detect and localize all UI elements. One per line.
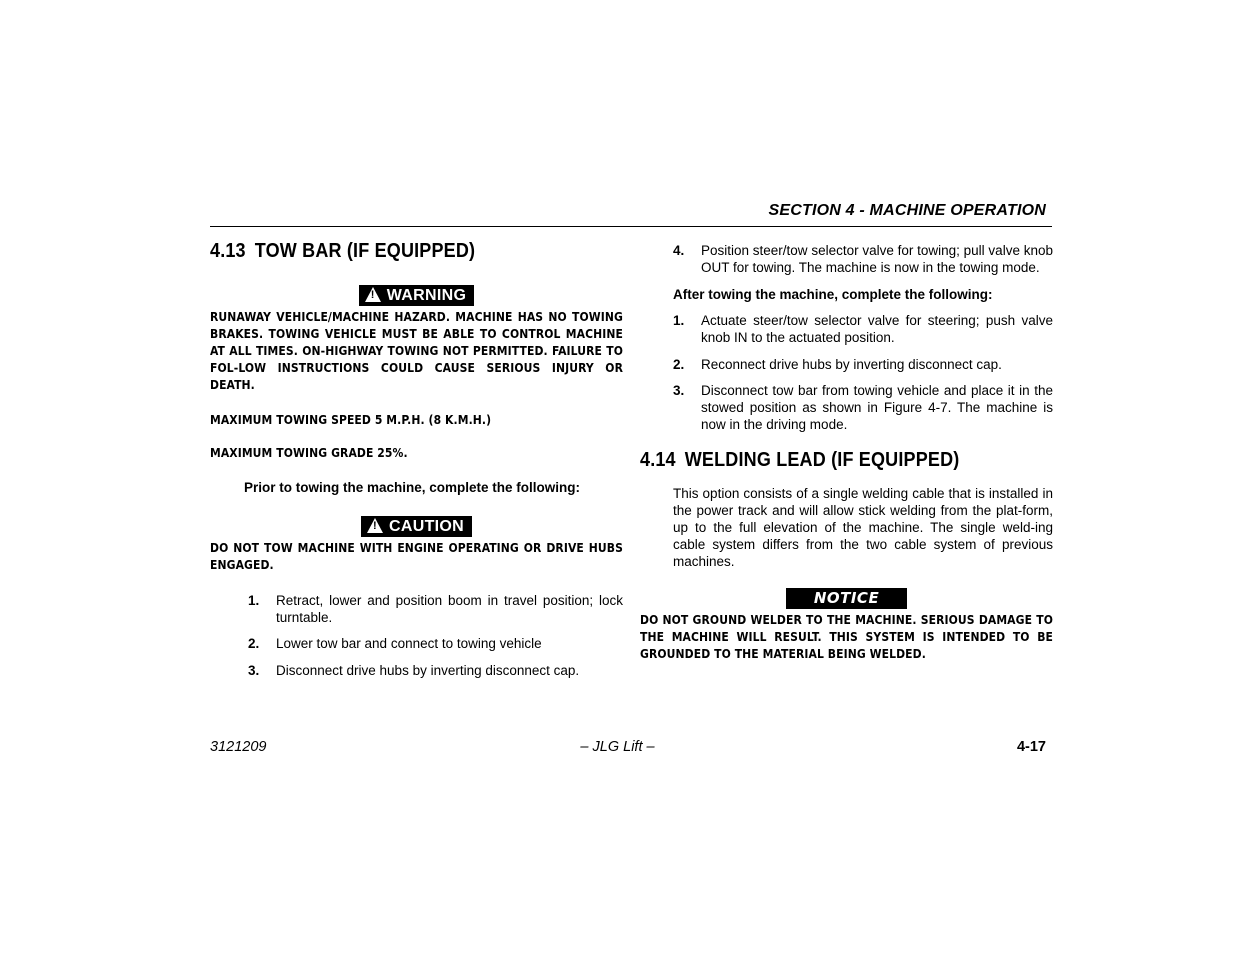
- section-title: WELDING LEAD (IF EQUIPPED): [684, 449, 960, 471]
- warning-label: WARNING: [386, 287, 467, 304]
- list-item: 1. Actuate steer/tow selector valve for steering; push valve knob IN to the actuated position.: [673, 313, 1053, 345]
- caution-triangle-icon: [367, 518, 383, 533]
- prior-towing-lead: Prior to towing the machine, complete the following:: [244, 480, 581, 495]
- list-item: 4. Position steer/tow selector valve for towing; pull valve knob OUT for towing. The machine is now in the towing mode.: [673, 243, 1053, 275]
- section-number: 4.14: [640, 449, 676, 471]
- header-rule: [210, 226, 1052, 227]
- list-item: 3. Disconnect drive hubs by inverting disconnect cap.: [248, 663, 580, 678]
- after-steps-list: [640, 312, 1053, 433]
- caution-text: DO NOT TOW MACHINE WITH ENGINE OPERATING OR DRIVE HUBS ENGAGED.: [210, 541, 623, 572]
- notice-banner-wrap: [640, 588, 1053, 609]
- step4-list: [640, 242, 1053, 276]
- list-item: 2. Lower tow bar and connect to towing vehicle: [248, 636, 542, 651]
- caution-banner-wrap: [210, 516, 623, 537]
- list-item: 3. Disconnect tow bar from towing vehicle and place it in the stowed position as shown in Figure 4-7. The machine is now in the driving mode.: [673, 383, 1053, 432]
- section-number: 4.13: [210, 240, 246, 262]
- right-column: [640, 242, 1053, 663]
- warning-banner-wrap: [210, 285, 623, 306]
- section-title: TOW BAR (IF EQUIPPED): [254, 240, 476, 262]
- footer-doc-number: 3121209: [210, 739, 267, 755]
- notice-text: DO NOT GROUND WELDER TO THE MACHINE. SERIOUS DAMAGE TO THE MACHINE WILL RESULT. THIS SYSTEM IS INTENDED TO BE GROUNDED TO THE MATERIAL BEING WELDED.: [640, 613, 1053, 661]
- section-header: SECTION 4 - MACHINE OPERATION: [768, 202, 1046, 219]
- section-heading-4-14: [640, 449, 1012, 472]
- footer-center: – JLG Lift –: [580, 739, 655, 755]
- caution-banner: [361, 516, 472, 537]
- prior-steps-list: [210, 592, 623, 679]
- notice-banner: NOTICE: [786, 588, 907, 609]
- left-column: [210, 238, 623, 679]
- after-towing-lead: After towing the machine, complete the following:: [673, 287, 993, 302]
- warning-text: RUNAWAY VEHICLE/MACHINE HAZARD. MACHINE HAS NO TOWING BRAKES. TOWING VEHICLE MUST BE ABLE TO CONTROL MACHINE AT ALL TIMES. ON-HIGHWAY TOWING NOT PERMITTED. FAILURE TO FOL-LOW INSTRUCTIONS COULD CAUSE SERIOUS INJURY OR DEATH.: [210, 310, 623, 392]
- page-number: 4-17: [1016, 739, 1046, 755]
- warning-banner: [359, 285, 474, 306]
- section-heading-4-13: [210, 240, 582, 263]
- max-grade-text: MAXIMUM TOWING GRADE 25%.: [210, 446, 408, 460]
- list-item: 2. Reconnect drive hubs by inverting disconnect cap.: [673, 357, 1002, 372]
- list-item: 1. Retract, lower and position boom in travel position; lock turntable.: [248, 593, 623, 625]
- warning-triangle-icon: [365, 287, 381, 302]
- welding-description: This option consists of a single welding cable that is installed in the power track and will allow stick welding from the plat-form, up to the full elevation of the machine. The single weld-ing cable system differs from the two cable system of previous machines.: [673, 486, 1053, 569]
- caution-label: CAUTION: [389, 518, 464, 535]
- max-speed-text: MAXIMUM TOWING SPEED 5 M.P.H. (8 K.M.H.): [210, 413, 492, 427]
